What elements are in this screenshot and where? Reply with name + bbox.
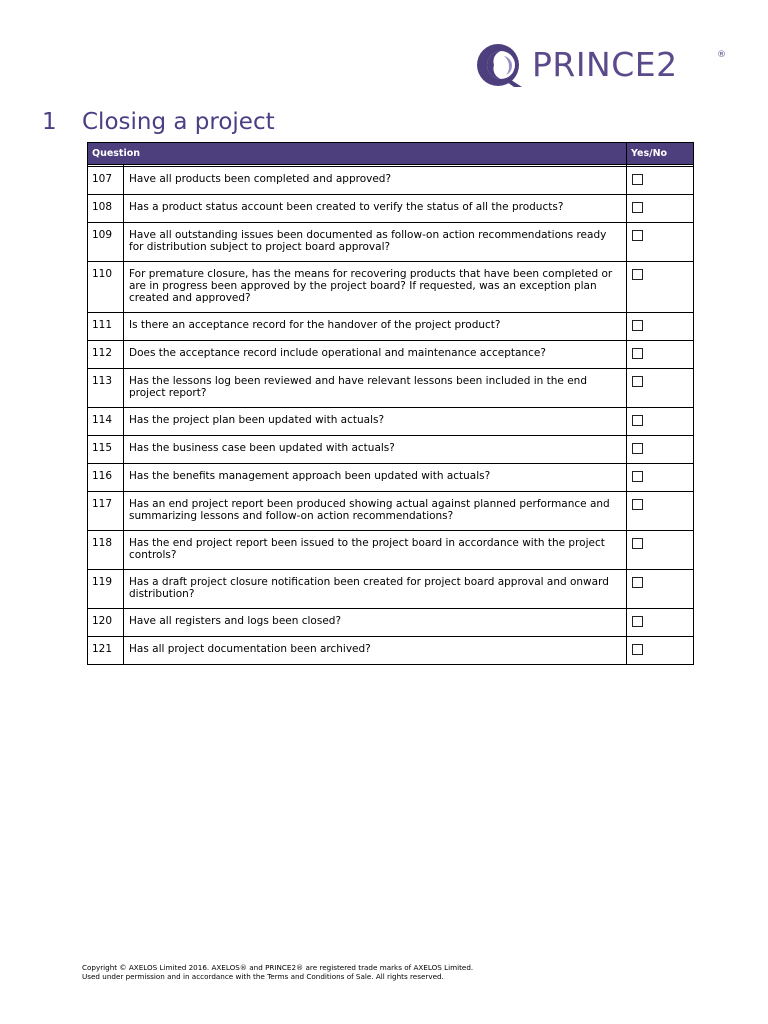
table-row (88, 223, 694, 262)
table-row (88, 609, 694, 637)
yesno-checkbox[interactable] (632, 443, 643, 454)
table-row (88, 341, 694, 369)
yesno-cell (627, 195, 694, 223)
yesno-cell (627, 609, 694, 637)
section-number: 1 (42, 109, 57, 135)
checklist-table (87, 142, 694, 665)
table-row (88, 436, 694, 464)
question-number: 119 (88, 570, 124, 609)
table-row (88, 369, 694, 408)
question-number: 120 (88, 609, 124, 637)
yesno-cell (627, 570, 694, 609)
yesno-checkbox[interactable] (632, 269, 643, 280)
question-text: Is there an acceptance record for the handover of the project product? (124, 313, 627, 341)
table-row (88, 313, 694, 341)
question-text: Has the business case been updated with actuals? (124, 436, 627, 464)
logo-registered-mark: ® (717, 50, 726, 60)
question-number: 109 (88, 223, 124, 262)
yesno-cell (627, 167, 694, 195)
question-number: 116 (88, 464, 124, 492)
question-number: 115 (88, 436, 124, 464)
prince2-emblem-icon (474, 42, 528, 88)
table-row (88, 570, 694, 609)
table-row (88, 637, 694, 665)
question-number: 112 (88, 341, 124, 369)
question-text: Has a draft project closure notification been created for project board approval and onward distribution? (124, 570, 627, 609)
question-number: 118 (88, 531, 124, 570)
section-title: Closing a project (82, 109, 275, 135)
table-row (88, 408, 694, 436)
question-column-header: Question (88, 143, 627, 165)
yesno-cell (627, 262, 694, 313)
yesno-cell (627, 313, 694, 341)
yesno-checkbox[interactable] (632, 616, 643, 627)
question-number: 111 (88, 313, 124, 341)
question-text: Have all products been completed and approved? (124, 167, 627, 195)
question-number: 117 (88, 492, 124, 531)
question-number: 121 (88, 637, 124, 665)
footer-line-1: Copyright © AXELOS Limited 2016. AXELOS® and PRINCE2® are registered trade marks of AXELOS Limited. (82, 963, 474, 972)
table-row (88, 195, 694, 223)
table-row (88, 167, 694, 195)
question-text: Does the acceptance record include operational and maintenance acceptance? (124, 341, 627, 369)
yesno-checkbox[interactable] (632, 376, 643, 387)
yesno-cell (627, 436, 694, 464)
question-text: For premature closure, has the means for recovering products that have been completed or are in progress been approved by the project board? If requested, was an exception plan created and approved? (124, 262, 627, 313)
question-number: 110 (88, 262, 124, 313)
question-text: Has the benefits management approach been updated with actuals? (124, 464, 627, 492)
yesno-cell (627, 637, 694, 665)
question-number: 114 (88, 408, 124, 436)
yesno-cell (627, 492, 694, 531)
question-text: Has the project plan been updated with actuals? (124, 408, 627, 436)
yesno-checkbox[interactable] (632, 230, 643, 241)
copyright-footer (82, 963, 473, 981)
yesno-checkbox[interactable] (632, 577, 643, 588)
yesno-checkbox[interactable] (632, 174, 643, 185)
yesno-checkbox[interactable] (632, 538, 643, 549)
question-text: Has all project documentation been archived? (124, 637, 627, 665)
table-row (88, 492, 694, 531)
yesno-checkbox[interactable] (632, 348, 643, 359)
question-number: 107 (88, 167, 124, 195)
yesno-checkbox[interactable] (632, 644, 643, 655)
yesno-checkbox[interactable] (632, 471, 643, 482)
section-heading (42, 107, 275, 137)
question-text: Has a product status account been created to verify the status of all the products? (124, 195, 627, 223)
yesno-cell (627, 369, 694, 408)
yesno-cell (627, 531, 694, 570)
question-text: Has the lessons log been reviewed and have relevant lessons been included in the end project report? (124, 369, 627, 408)
table-row (88, 464, 694, 492)
question-text: Have all registers and logs been closed? (124, 609, 627, 637)
table-row (88, 531, 694, 570)
yesno-cell (627, 408, 694, 436)
table-row (88, 262, 694, 313)
yesno-column-header: Yes/No (627, 143, 694, 165)
question-number: 108 (88, 195, 124, 223)
question-text: Has the end project report been issued to the project board in accordance with the project controls? (124, 531, 627, 570)
prince2-logo (474, 42, 734, 88)
yesno-checkbox[interactable] (632, 499, 643, 510)
question-text: Have all outstanding issues been documented as follow-on action recommendations ready for distribution subject to project board approval? (124, 223, 627, 262)
question-number: 113 (88, 369, 124, 408)
footer-line-2: Used under permission and in accordance with the Terms and Conditions of Sale. All rights reserved. (82, 972, 444, 981)
yesno-cell (627, 464, 694, 492)
table-header-row (88, 143, 694, 165)
yesno-cell (627, 341, 694, 369)
yesno-checkbox[interactable] (632, 202, 643, 213)
yesno-cell (627, 223, 694, 262)
logo-wordmark: PRINCE2 (532, 45, 678, 84)
question-text: Has an end project report been produced showing actual against planned performance and summarizing lessons and follow-on action recommendations? (124, 492, 627, 531)
yesno-checkbox[interactable] (632, 415, 643, 426)
yesno-checkbox[interactable] (632, 320, 643, 331)
